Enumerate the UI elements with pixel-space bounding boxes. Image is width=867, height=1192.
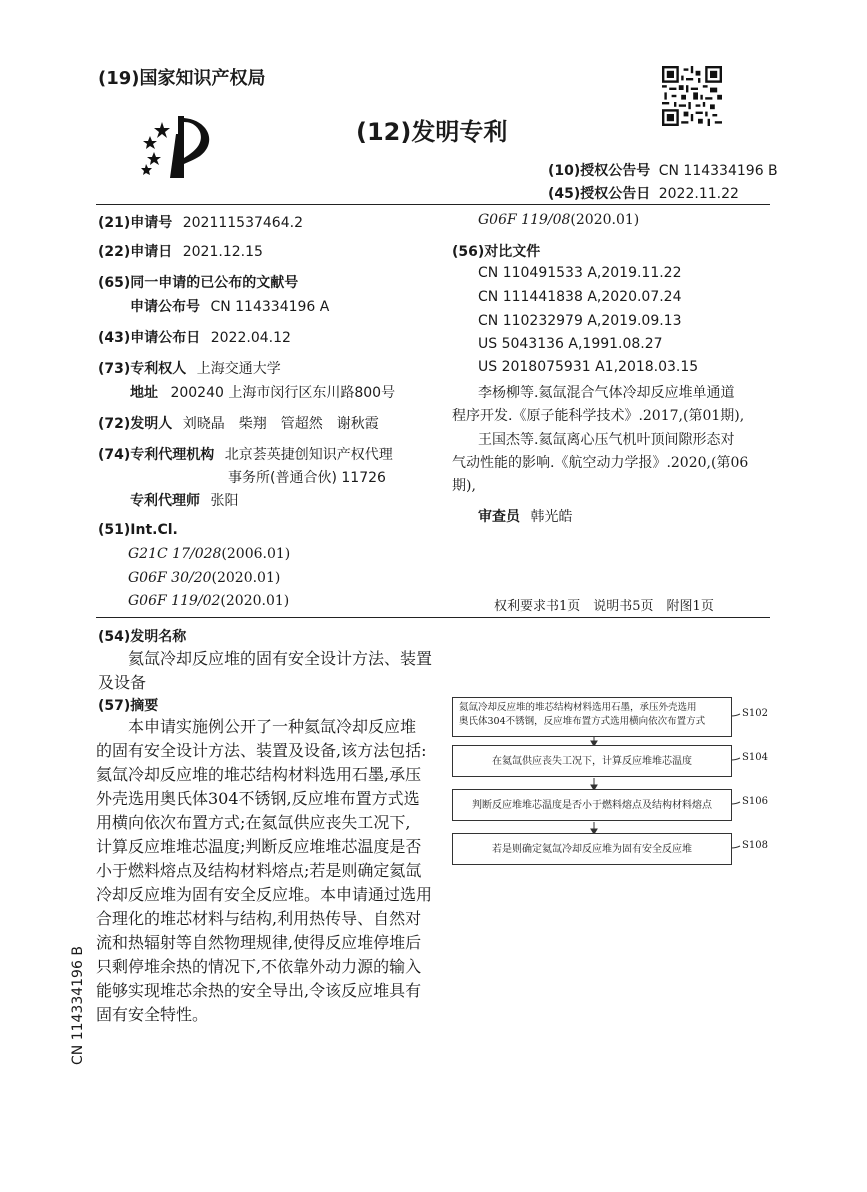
pub-number-label: 申请公布号	[130, 299, 200, 315]
ipc-version-2: (2020.01)	[211, 570, 281, 586]
patentee: 上海交通大学	[196, 361, 281, 377]
flow-step-s106	[452, 789, 732, 821]
literature-2-line3: 期),	[452, 478, 476, 494]
examiner-label: 审查员	[478, 509, 520, 525]
flow-step-s102	[452, 697, 732, 737]
abstract-line-5: 用横向依次布置方式;在氦氙供应丧失工况下,	[96, 813, 411, 832]
grant-number: CN 114334196 B	[658, 163, 778, 179]
flow-step-s102-line1: 氦氙冷却反应堆的堆芯结构材料选用石墨，承压外壳选用	[459, 702, 697, 713]
grant-date-label: (45)授权公告日	[548, 186, 651, 202]
abstract-line-8: 冷却反应堆为固有安全反应堆。本申请通过选用	[96, 885, 433, 904]
title-label: (54)发明名称	[98, 629, 187, 645]
reference-5: US 2018075931 A1,2018.03.15	[478, 359, 699, 375]
leader-s102	[731, 714, 740, 716]
abstract-line-3: 氦氙冷却反应堆的堆芯结构材料选用石墨,承压	[96, 765, 422, 784]
ipc-code-2: G06F 30/20	[128, 570, 212, 586]
abstract-line-4: 外壳选用奥氏体304不锈钢,反应堆布置方式选	[96, 789, 420, 808]
document-type: (12)发明专利	[356, 118, 508, 146]
ipc-version-4: (2020.01)	[570, 212, 640, 228]
pub-date-label: (43)申请公布日	[98, 330, 201, 346]
logo-star-4	[141, 164, 152, 175]
flow-step-s108-text: 若是则确定氦氙冷却反应堆为固有安全反应堆	[492, 844, 692, 855]
logo-star-2	[143, 136, 157, 149]
logo-bar	[178, 116, 184, 178]
flow-label-s106: S106	[742, 796, 768, 807]
agency-label: (74)专利代理机构	[98, 447, 215, 463]
abstract-line-12: 能够实现堆芯余热的安全导出,令该反应堆具有	[96, 981, 422, 1000]
inventors-label: (72)发明人	[98, 416, 173, 432]
logo-star-1	[154, 122, 170, 138]
abstract-line-6: 计算反应堆堆芯温度;判断反应堆堆芯温度是否	[96, 837, 422, 856]
literature-2-line2: 气动性能的影响.《航空动力学报》.2020,(第06	[452, 455, 749, 471]
literature-1-line2: 程序开发.《原子能科学技术》.2017,(第01期),	[452, 408, 745, 424]
abstract-line-10: 流和热辐射等自然物理规律,使得反应堆停堆后	[96, 933, 422, 952]
leader-s104	[731, 758, 740, 760]
flow-label-s108: S108	[742, 840, 768, 851]
side-document-number: CN 114334196 B	[70, 946, 86, 1065]
office-name: (19)国家知识产权局	[98, 68, 266, 89]
flow-step-s108	[452, 833, 732, 865]
bibliography-rule	[96, 617, 770, 618]
abstract-line-13: 固有安全特性。	[96, 1005, 209, 1024]
invention-title-line1: 氦氙冷却反应堆的固有安全设计方法、装置	[128, 649, 433, 668]
logo-blade	[170, 134, 178, 178]
literature-1-line1: 李杨柳等.氦氙混合气体冷却反应堆单通道	[478, 385, 735, 401]
flow-step-s104-text: 在氦氙供应丧失工况下，计算反应堆堆芯温度	[492, 756, 692, 767]
logo-star-3	[147, 152, 161, 165]
abstract-label: (57)摘要	[98, 698, 159, 714]
ipc-version-1: (2006.01)	[221, 546, 291, 562]
address: 200240 上海市闵行区东川路800号	[170, 385, 396, 401]
published-doc-label: (65)同一申请的已公布的文献号	[98, 275, 299, 291]
app-date-label: (22)申请日	[98, 244, 173, 260]
references-label: (56)对比文件	[452, 244, 541, 260]
app-number: 202111537464.2	[182, 215, 303, 231]
flow-step-s104	[452, 745, 732, 777]
agency-line1: 北京荟英捷创知识产权代理	[224, 447, 393, 463]
intcl-label: (51)Int.Cl.	[98, 522, 178, 538]
page-counts: 权利要求书1页 说明书5页 附图1页	[494, 599, 714, 614]
ipc-code-3: G06F 119/02	[128, 593, 221, 609]
ipc-version-3: (2020.01)	[220, 593, 290, 609]
inventors: 刘晓晶 柴翔 管超然 谢秋霞	[182, 416, 379, 432]
cnipa-logo	[138, 112, 220, 182]
flow-label-s104: S104	[742, 752, 768, 763]
flow-step-s102-line2: 奥氏体304不锈钢，反应堆布置方式选用横向依次布置方式	[459, 716, 706, 727]
pub-date: 2022.04.12	[210, 330, 291, 346]
app-date: 2021.12.15	[182, 244, 263, 260]
abstract-line-2: 的固有安全设计方法、装置及设备,该方法包括:	[96, 741, 427, 760]
ipc-code-1: G21C 17/028	[128, 546, 222, 562]
abstract-line-1: 本申请实施例公开了一种氦氙冷却反应堆	[128, 717, 417, 736]
abstract-line-9: 合理化的堆芯材料与结构,利用热传导、自然对	[96, 909, 422, 928]
agency-line2: 事务所(普通合伙) 11726	[228, 470, 386, 486]
invention-title-line2: 及设备	[98, 673, 147, 692]
logo-arc	[184, 118, 209, 164]
agent-label: 专利代理师	[130, 493, 200, 509]
pub-number: CN 114334196 A	[210, 299, 330, 315]
app-number-label: (21)申请号	[98, 215, 173, 231]
patentee-label: (73)专利权人	[98, 361, 187, 377]
abstract-line-7: 小于燃料熔点及结构材料熔点;若是则确定氦氙	[96, 861, 422, 880]
flow-step-s106-text: 判断反应堆堆芯温度是否小于燃料熔点及结构材料熔点	[472, 800, 712, 811]
header-rule	[96, 204, 770, 205]
address-label: 地址	[130, 385, 158, 401]
qr-code	[662, 66, 722, 126]
ipc-code-4: G06F 119/08	[478, 212, 571, 228]
reference-2: CN 111441838 A,2020.07.24	[478, 289, 682, 305]
reference-3: CN 110232979 A,2019.09.13	[478, 313, 682, 329]
reference-1: CN 110491533 A,2019.11.22	[478, 265, 682, 281]
literature-2-line1: 王国杰等.氦氙离心压气机叶顶间隙形态对	[478, 432, 735, 448]
abstract-line-11: 只剩停堆余热的情况下,不依靠外动力源的输入	[96, 957, 422, 976]
reference-4: US 5043136 A,1991.08.27	[478, 336, 663, 352]
grant-date: 2022.11.22	[658, 186, 739, 202]
leader-s108	[731, 846, 740, 848]
examiner: 韩光皓	[530, 509, 573, 525]
agent: 张阳	[210, 493, 239, 509]
leader-s106	[731, 802, 740, 804]
flow-label-s102: S102	[742, 708, 768, 719]
grant-number-label: (10)授权公告号	[548, 163, 651, 179]
